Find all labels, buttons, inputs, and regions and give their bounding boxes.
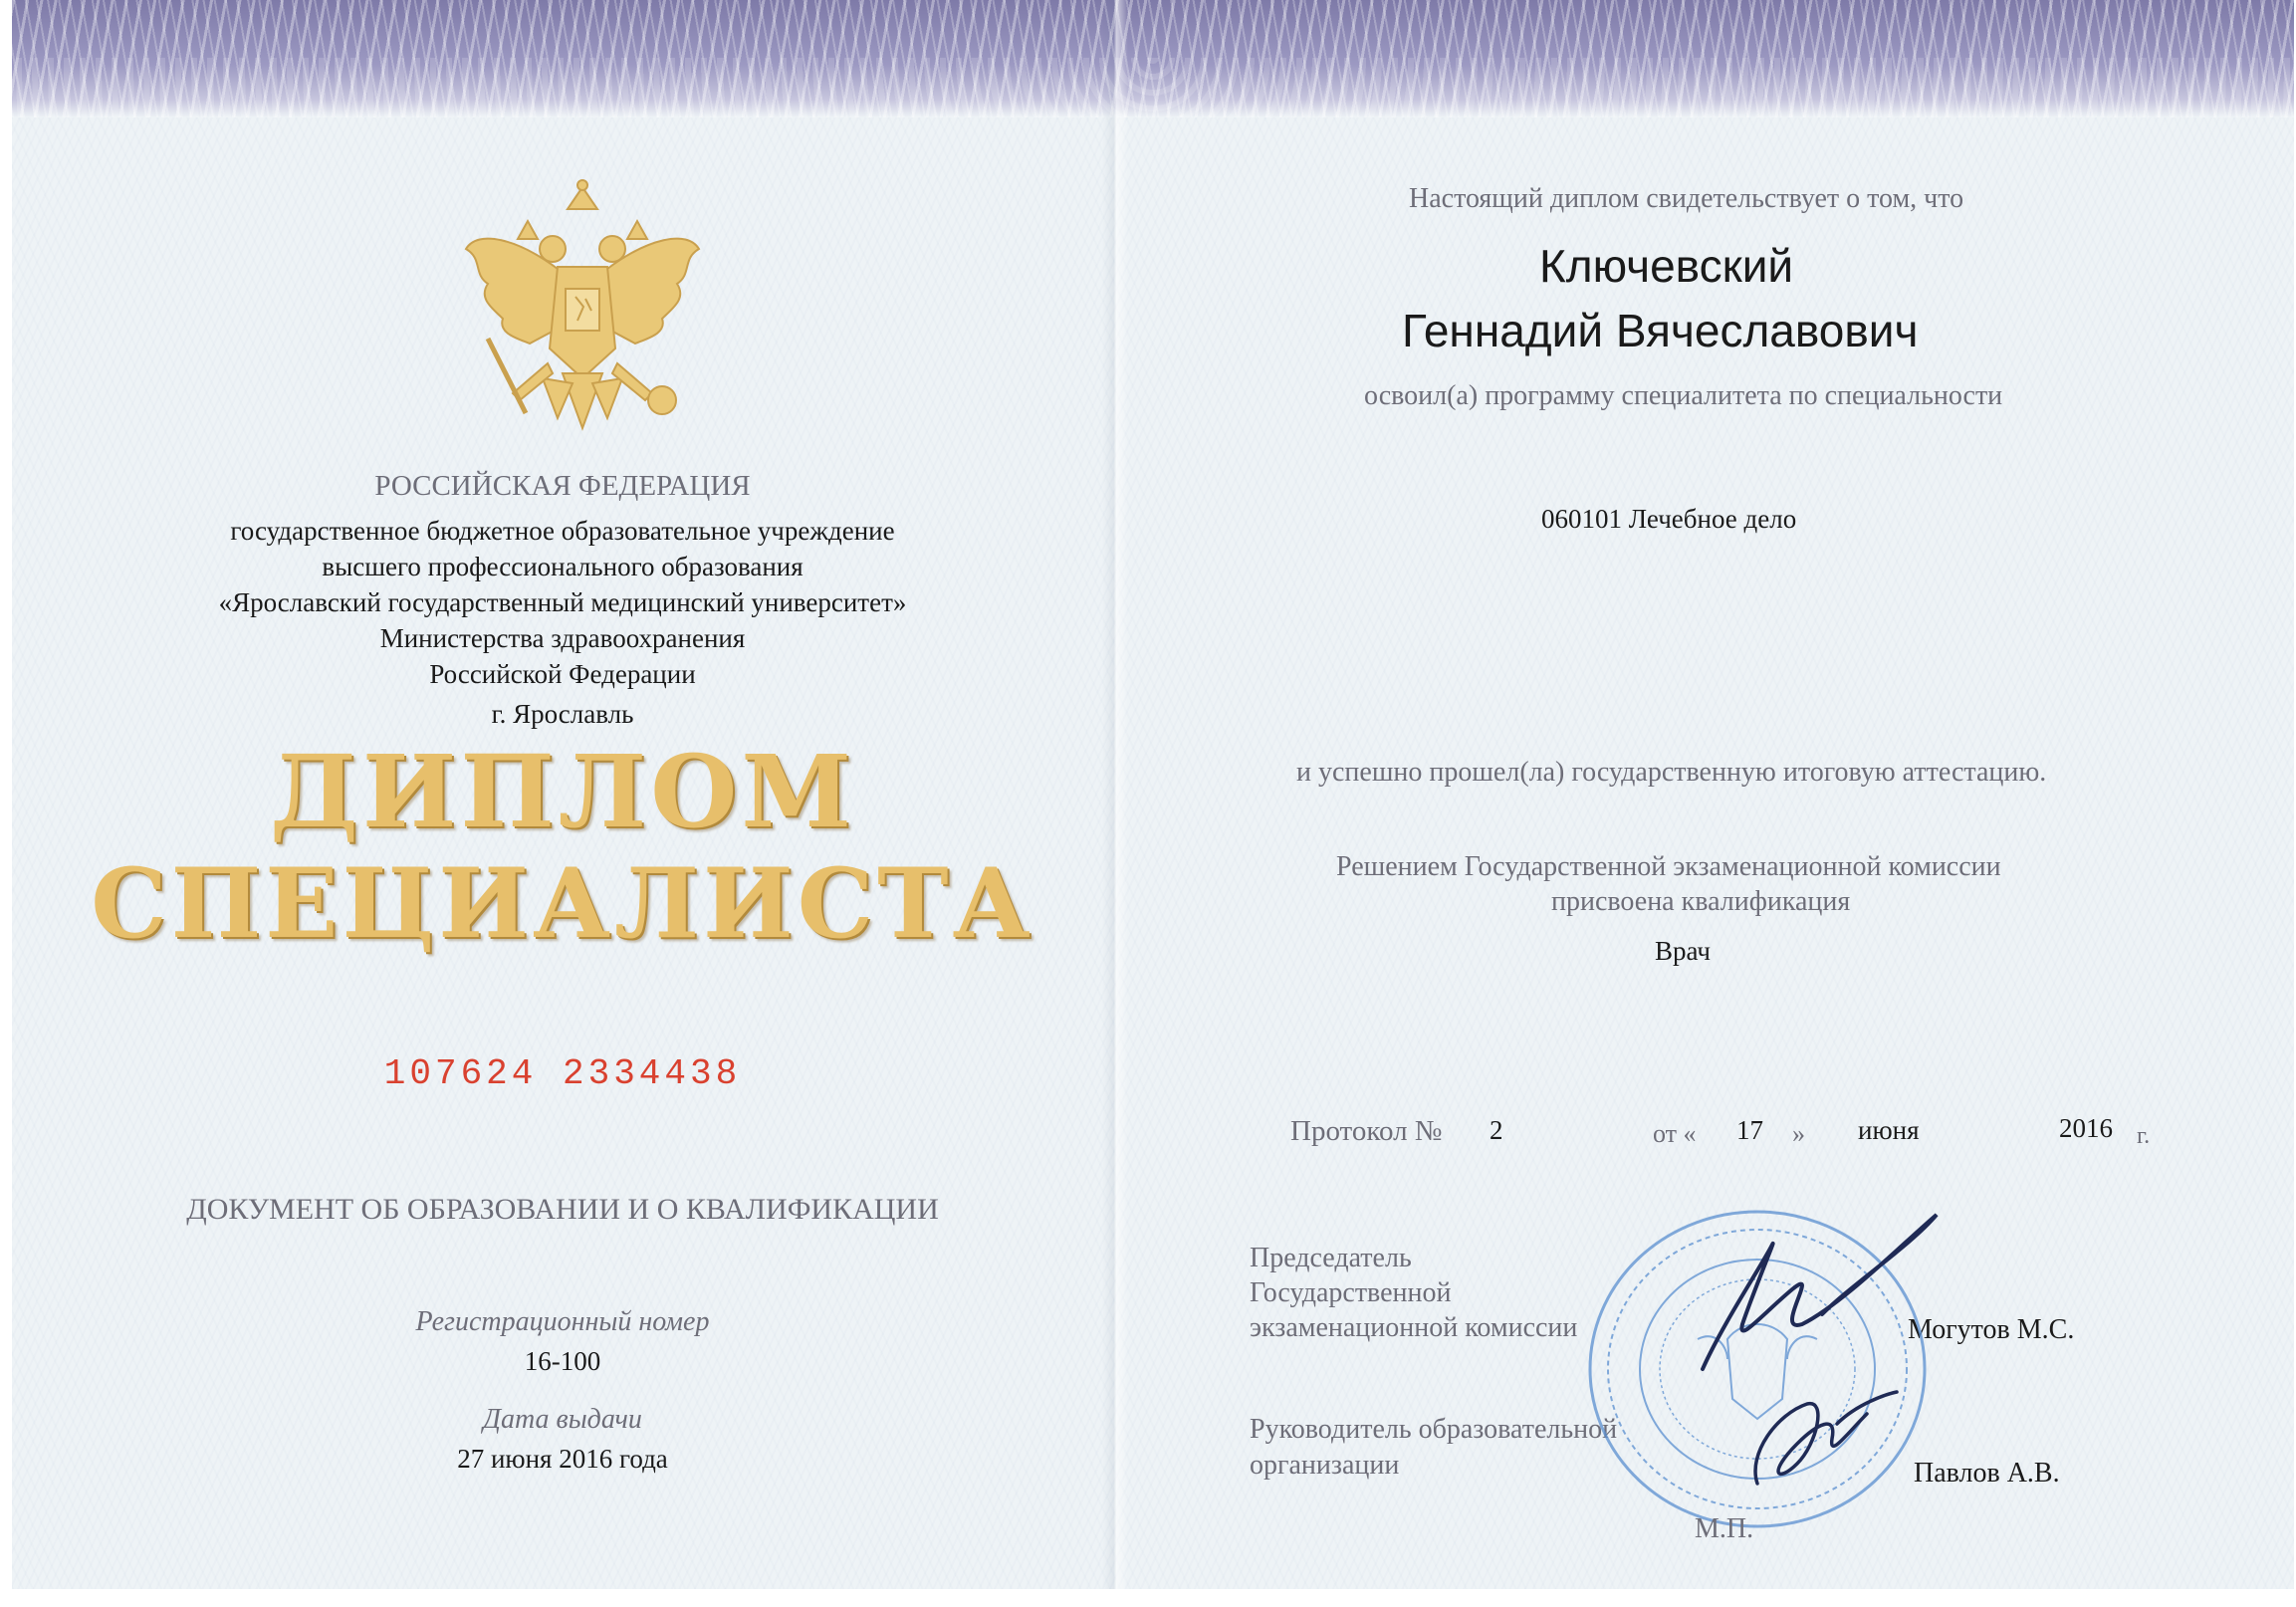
issue-date-label: Дата выдачи [483,1404,642,1435]
issue-date: 27 июня 2016 года [457,1444,668,1474]
institution-line-2: высшего профессионального образования [322,552,804,581]
protocol-date-year: 2016 [2059,1113,2113,1143]
chair-name: Могутов М.С. [1908,1314,2075,1345]
decision-line-1: Решением Государственной экзаменационной комиссии [1336,851,2001,882]
decorative-band-pattern [12,58,2294,117]
chair-label-line-1: Председатель [1250,1243,1412,1273]
program-text: освоил(а) программу специалитета по специальности [1364,380,2003,411]
diploma-title-line-2: СПЕЦИАЛИСТА [91,847,1034,960]
document-type: ДОКУМЕНТ ОБ ОБРАЗОВАНИИ И О КВАЛИФИКАЦИИ [186,1193,939,1226]
protocol-date-suffix: г. [2137,1123,2151,1149]
institution-line-5: Российской Федерации [429,659,696,689]
chair-label-line-2: Государственной [1250,1277,1452,1308]
intro-text: Настоящий диплом свидетельствует о том, что [1409,183,1964,214]
protocol-date-month: июня [1858,1115,1920,1145]
institution-line-3: «Ярославский государственный медицинский университет» [218,587,907,617]
chair-signature [1683,1205,1961,1384]
stamp-place-mark: М.П. [1695,1513,1754,1544]
institution-line-1: государственное бюджетное образовательное учреждение [230,516,895,546]
institution-line-4: Министерства здравоохранения [379,623,746,653]
specialty: 060101 Лечебное дело [1541,504,1797,534]
protocol-label: Протокол № [1290,1115,1443,1147]
attestation-text: и успешно прошел(ла) государственную итоговую аттестацию. [1296,757,2047,788]
graduate-surname: Ключевский [1539,240,1794,292]
diploma-title-line-1: ДИПЛОМ [269,733,856,850]
protocol-date-day: 17 [1736,1115,1763,1145]
serial-number: 107624 2334438 [383,1053,742,1094]
head-label-line-1: Руководитель образовательной [1250,1414,1618,1445]
head-name: Павлов А.В. [1914,1458,2060,1489]
country-name: РОССИЙСКАЯ ФЕДЕРАЦИЯ [374,470,751,502]
graduate-given-names: Геннадий Вячеславович [1402,305,1919,356]
protocol-date-open: от « [1653,1119,1697,1148]
chair-label-line-3: экзаменационной комиссии [1250,1312,1578,1343]
coat-of-arms-emblem [458,179,707,448]
decision-line-2: присвоена квалификация [1551,886,1851,917]
registration-number: 16-100 [524,1346,601,1376]
protocol-date-close: » [1792,1119,1805,1148]
institution-city: г. Ярославль [491,699,634,729]
head-label-line-2: организации [1250,1450,1400,1481]
protocol-number: 2 [1490,1115,1503,1145]
qualification: Врач [1655,936,1711,966]
registration-label: Регистрационный номер [415,1306,710,1337]
head-signature [1737,1364,1917,1503]
